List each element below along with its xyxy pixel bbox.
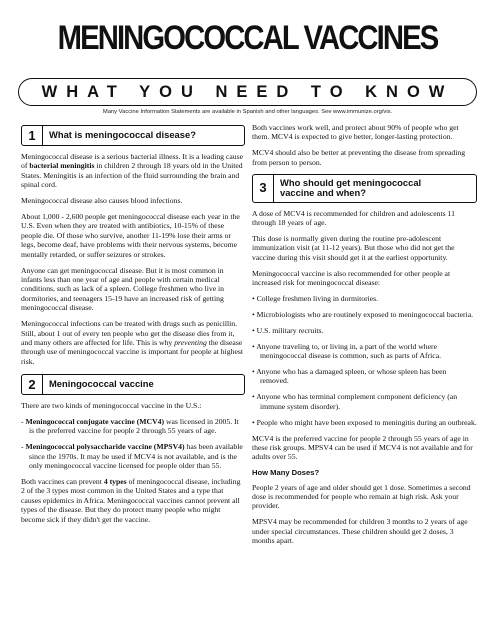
section-1-paragraph-3: About 1,000 - 2,600 people get meningococcal disease each year in the U.S. Even when they are treated with antibiotics, 10-15% of these people die. Of those who survive, another 11-19% lose their arms or legs, become deaf, have problems with their nervous systems, become mentally retarded, or suffer seizures or strokes. (21, 212, 240, 259)
left-column (21, 125, 245, 531)
section-3-paragraph-6: MPSV4 may be recommended for children 3 months to 2 years of age under special circumstances. These children should get 2 doses, 3 months apart. (252, 517, 468, 546)
section-2-heading: Meningococcal vaccine (49, 378, 154, 390)
section-3-heading: Who should get meningococcal vaccine and when? (280, 176, 422, 199)
section-1-paragraph-5: Meningococcal infections can be treated with drugs such as penicillin. Still, about 1 out of every ten people who get the disease dies from it, and many others are affected for life. This is why preventing the disease through use of meningococcal vaccine is important for people at highest risk. (21, 319, 244, 366)
section-1-header (21, 125, 245, 146)
section-2-number: 2 (22, 375, 43, 394)
risk-group-item: • Anyone who has a damaged spleen, or whose spleen has been removed. (252, 367, 447, 386)
right-paragraph-2: MCV4 should also be better at preventing the disease from spreading from person to person. (252, 148, 466, 167)
vaccine-mcv4-item: - Meningococcal conjugate vaccine (MCV4) was licensed in 2005. It is the preferred vaccine for people 2 through 55 years of age. (21, 417, 239, 436)
section-3-paragraph-4: MCV4 is the preferred vaccine for people 2 through 55 years of age in these risk groups. MPSV4 can be used if MCV4 is not available and for adults over 55. (252, 433, 473, 462)
document-title: MENINGOCOCCAL VACCINES (57, 19, 438, 57)
section-1-paragraph-4: Anyone can get meningococcal disease. But it is most common in infants less than one year of age and people with certain medical conditions, such as lack of a spleen. College freshmen who live in dormitories, and teenagers 15-19 have an increased risk of getting meningococcal disease. (21, 265, 225, 313)
risk-group-item: • U.S. military recruits. (252, 325, 324, 335)
section-1-paragraph-1: Meningococcal disease is a serious bacterial illness. It is a leading cause of bacterial meningitis in children 2 through 18 years old in the United States. Meningitis is an infection of the fluid surrounding the brain and spinal cord. (21, 152, 244, 190)
section-2-intro: There are two kinds of meningococcal vaccine in the U.S.: (21, 401, 202, 411)
risk-group-item: • Anyone traveling to, or living in, a part of the world where meningococcal disease is common, such as parts of Africa. (252, 341, 442, 361)
risk-group-item: • People who might have been exposed to meningitis during an outbreak. (252, 417, 477, 427)
section-2-header (21, 374, 245, 395)
section-3-paragraph-3: Meningococcal vaccine is also recommended for other people at increased risk for meningococcal disease: (252, 268, 451, 288)
section-1-heading: What is meningococcal disease? (49, 129, 196, 141)
risk-group-item: • Microbiologists who are routinely exposed to meningococcal bacteria. (252, 309, 474, 319)
section-1-paragraph-2: Meningococcal disease also causes blood infections. (21, 196, 183, 206)
section-2-paragraph: Both vaccines can prevent 4 types of meningococcal disease, including 2 of the 3 types most common in the United States and a type that causes epidemics in Africa. Meningococcal vaccines cannot prevent all types of the disease. But they do protect many people who might become sick if they didn't get the vaccine. (21, 477, 241, 524)
section-3-number: 3 (253, 175, 274, 202)
subtitle-banner: WHAT YOU NEED TO KNOW (18, 78, 477, 106)
section-3-header (252, 174, 477, 203)
section-3-paragraph-1: A dose of MCV4 is recommended for children and adolescents 11 through 18 years of age. (252, 208, 455, 228)
risk-group-item: • College freshmen living in dormitories. (252, 293, 379, 303)
vaccine-mpsv4-item: - Meningococcal polysaccharide vaccine (MPSV4) has been available since the 1970s. It may be used if MCV4 is not available, and is the only meningococcal vaccine licensed for people older than 55. (21, 442, 243, 471)
section-3-paragraph-5: People 2 years of age and older should get 1 dose. Sometimes a second dose is recommended for people who remain at high risk. Ask your provider. (252, 482, 471, 511)
risk-group-item: • Anyone who has terminal complement component deficiency (an immune system disorder). (252, 392, 458, 411)
section-1-number: 1 (22, 126, 43, 145)
languages-note: Many Vaccine Information Statements are available in Spanish and other languages. See www.immunize.org/vis. (102, 109, 393, 115)
section-3-paragraph-2: This dose is normally given during the routine pre-adolescent immunization visit (at 11-12 years). But those who did not get the vaccine during this visit should get it at the earliest opportunity. (252, 233, 455, 262)
right-column (252, 123, 477, 552)
right-paragraph-1: Both vaccines work well, and protect about 90% of people who get them. MCV4 is expected to give better, longer-lasting protection. (252, 123, 459, 142)
how-many-doses-heading: How Many Doses? (252, 468, 320, 478)
